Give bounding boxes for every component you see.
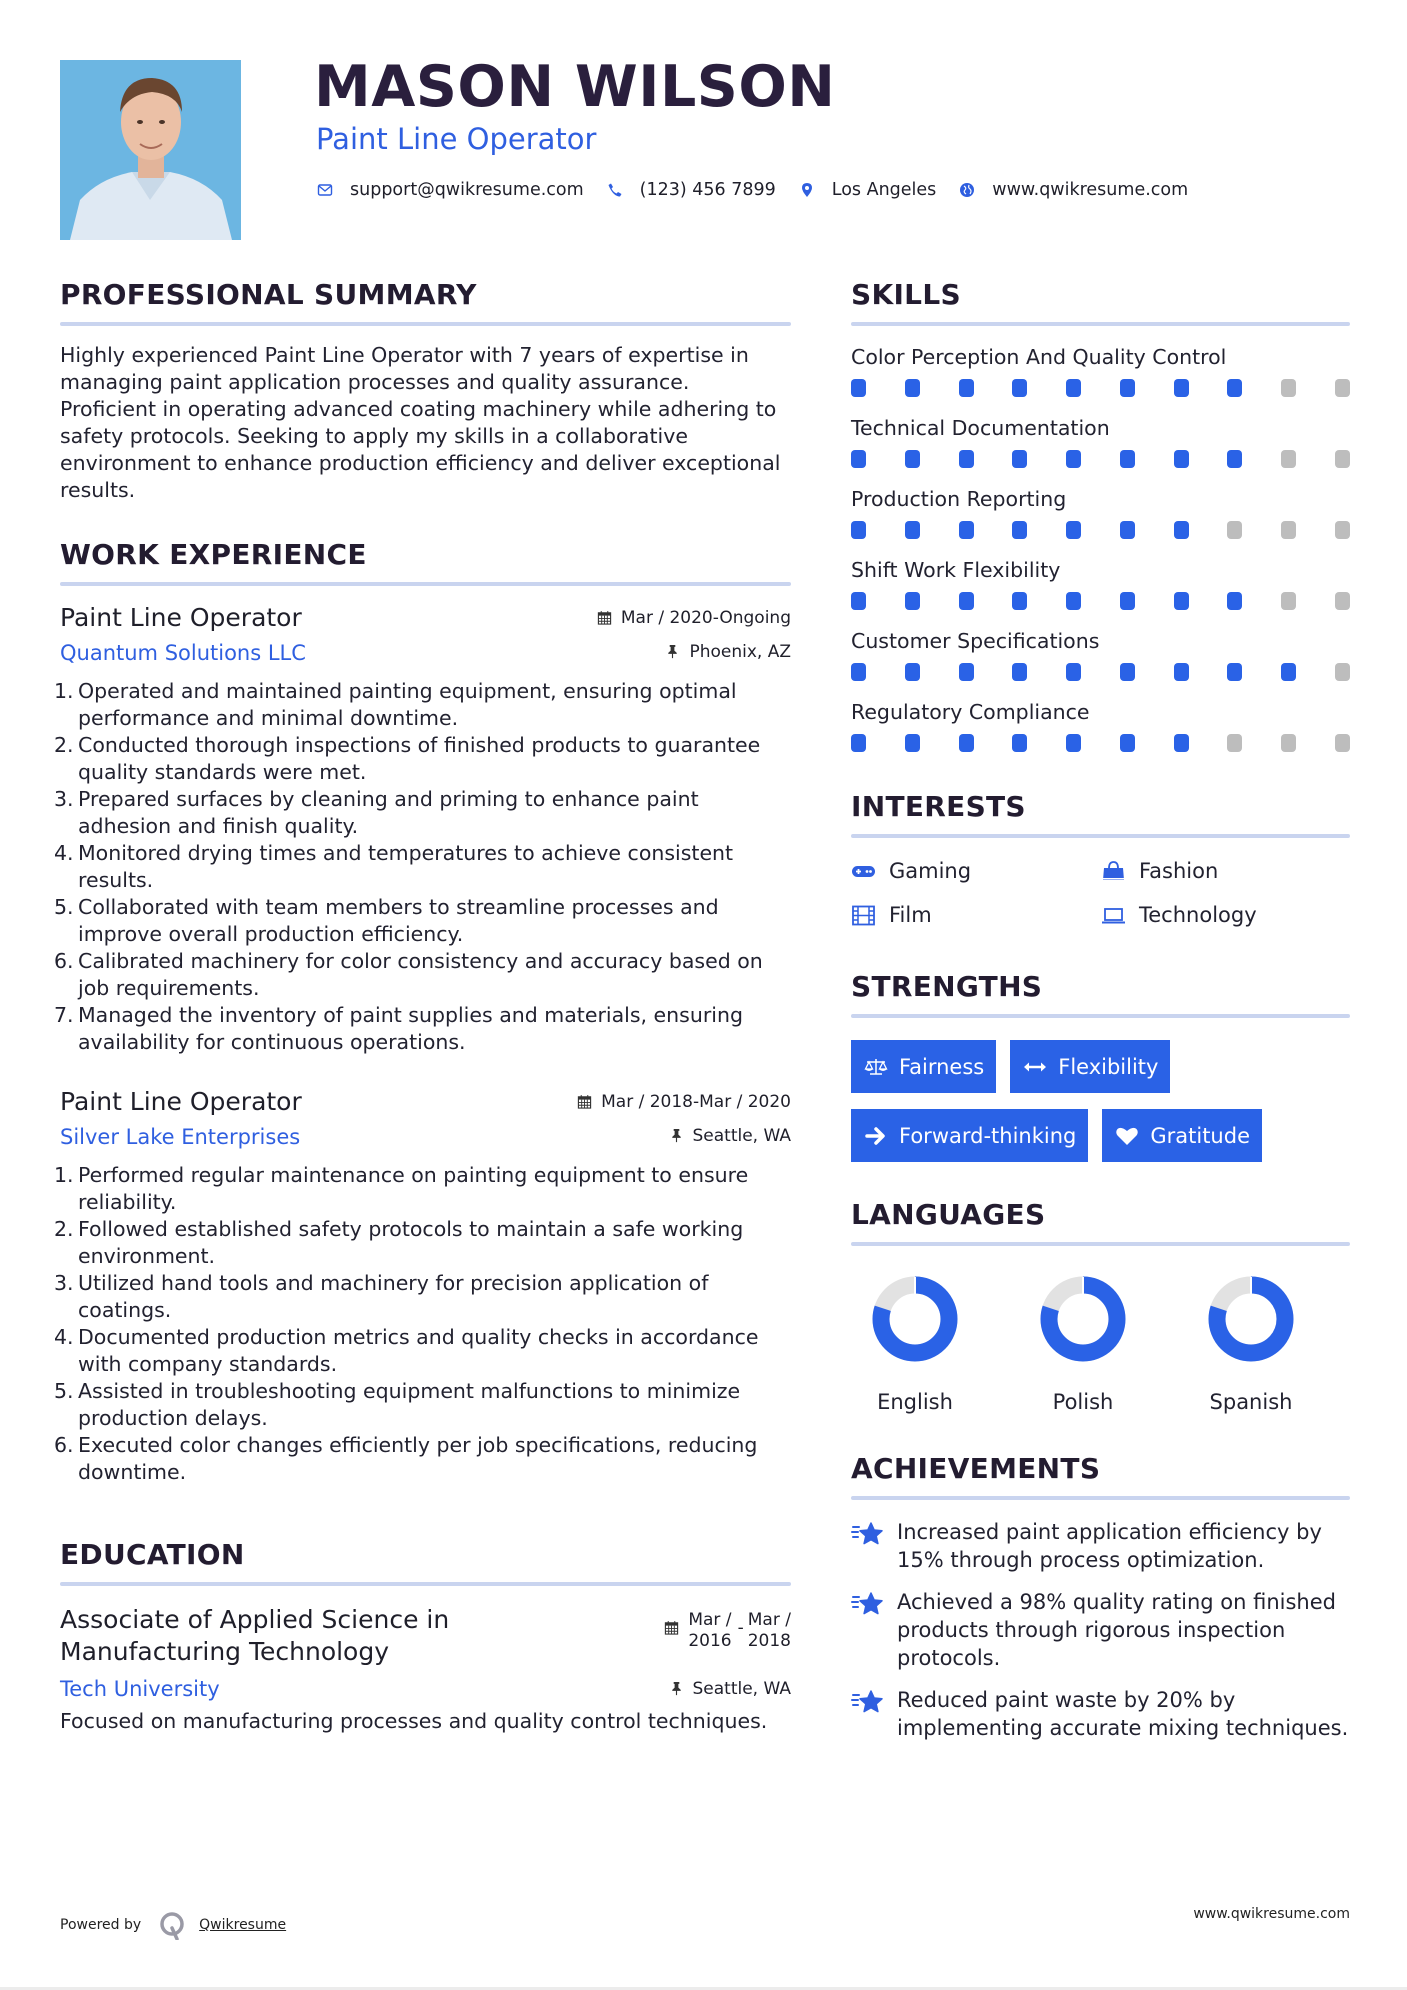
rating-dot-empty (1227, 734, 1242, 752)
rating-dot-filled (851, 663, 866, 681)
left-column (54, 278, 791, 1735)
rating-dot-filled (1174, 734, 1189, 752)
rating-dot-filled (1012, 592, 1027, 610)
job-dates (597, 608, 791, 628)
duty-item: 1. Performed regular maintenance on painting equipment to ensure reliability. (54, 1163, 749, 1214)
footer-powered-by (60, 1910, 286, 1940)
language-name: English (877, 1390, 953, 1414)
arrows-h-icon (1022, 1056, 1048, 1078)
rating-dot-empty (1335, 734, 1350, 752)
duty-item: 4. Monitored drying times and temperatures to achieve consistent results. (54, 841, 734, 892)
section-divider (60, 582, 791, 586)
star-achievement-icon (851, 1520, 887, 1548)
interest-label: Technology (1139, 903, 1257, 927)
rating-dot-empty (1335, 592, 1350, 610)
skill-item (851, 415, 1350, 468)
strength-label: Fairness (899, 1054, 985, 1079)
map-marker-icon (798, 181, 816, 199)
strength-fairness (851, 1040, 996, 1093)
section-divider (60, 1582, 791, 1586)
strength-gratitude (1102, 1109, 1262, 1162)
section-title: SKILLS (851, 278, 961, 311)
interest-label: Gaming (889, 859, 972, 883)
rating-dot-empty (1335, 663, 1350, 681)
contact-website[interactable] (958, 180, 1188, 200)
rating-dot-filled (1281, 663, 1296, 681)
achievement-item (851, 1686, 1350, 1742)
rating-dot-empty (1227, 521, 1242, 539)
job-location (669, 1126, 792, 1146)
right-column (851, 278, 1350, 1756)
duty-item: 6. Calibrated machinery for color consistency and accuracy based on job requirements. (54, 949, 763, 1000)
job-role: Paint Line Operator (60, 603, 302, 632)
interest-film (851, 900, 1101, 930)
rating-dot-filled (851, 592, 866, 610)
interest-technology (1101, 900, 1351, 930)
achievement-text: Achieved a 98% quality rating on finished products through rigorous inspection protocols. (897, 1590, 1336, 1670)
rating-dot-filled (1120, 663, 1135, 681)
rating-dot-filled (1174, 663, 1189, 681)
rating-dot-filled (851, 450, 866, 468)
rating-dot-filled (1120, 734, 1135, 752)
education-dates (664, 1610, 791, 1652)
strength-label: Gratitude (1150, 1123, 1250, 1148)
achievement-item (851, 1518, 1350, 1574)
rating-dot-empty (1335, 450, 1350, 468)
skill-rating (851, 592, 1350, 610)
rating-dot-empty (1281, 521, 1296, 539)
duty-item: 3. Prepared surfaces by cleaning and priming to enhance paint adhesion and finish quality. (54, 787, 699, 838)
gamepad-icon (851, 860, 877, 882)
section-title: WORK EXPERIENCE (60, 538, 367, 571)
rating-dot-filled (905, 663, 920, 681)
contact-email-text: support@qwikresume.com (350, 180, 584, 200)
rating-dot-filled (959, 592, 974, 610)
section-divider (851, 1496, 1350, 1500)
rating-dot-filled (959, 450, 974, 468)
section-divider (851, 1014, 1350, 1018)
rating-dot-filled (1012, 663, 1027, 681)
contact-website-text: www.qwikresume.com (992, 180, 1189, 200)
duty-item: 4. Documented production metrics and quality checks in accordance with company standards. (54, 1325, 759, 1376)
skill-name: Production Reporting (851, 487, 1067, 511)
job-company: Quantum Solutions LLC (60, 641, 306, 665)
education-end: Mar / 2018 (747, 1610, 791, 1651)
job-dates (577, 1092, 791, 1112)
duty-item: 1. Operated and maintained painting equipment, ensuring optimal performance and minimal downtime. (54, 679, 737, 730)
strength-flexibility (1010, 1040, 1170, 1093)
rating-dot-filled (1120, 379, 1135, 397)
rating-dot-filled (905, 592, 920, 610)
rating-dot-filled (905, 521, 920, 539)
job-entry (54, 1086, 791, 1486)
interests-section (851, 790, 1350, 930)
language-donut-chart (1040, 1276, 1126, 1362)
job-entry (54, 602, 791, 1056)
interest-gaming (851, 856, 1101, 886)
skill-name: Shift Work Flexibility (851, 558, 1061, 582)
rating-dot-empty (1281, 592, 1296, 610)
job-dates-text: Mar / 2020-Ongoing (620, 608, 791, 628)
section-title: STRENGTHS (851, 970, 1043, 1003)
film-icon (851, 904, 877, 926)
job-duties (54, 1162, 791, 1486)
rating-dot-filled (1012, 379, 1027, 397)
job-location-text: Seattle, WA (692, 1126, 791, 1146)
job-company: Silver Lake Enterprises (60, 1125, 301, 1149)
rating-dot-filled (1174, 379, 1189, 397)
education-location-text: Seattle, WA (692, 1679, 791, 1699)
skill-rating (851, 663, 1350, 681)
calendar-icon (597, 610, 613, 626)
duty-item: 7. Managed the inventory of paint supplies and materials, ensuring availability for continuous operations. (54, 1003, 743, 1054)
rating-dot-filled (1066, 379, 1081, 397)
rating-dot-filled (1012, 734, 1027, 752)
section-title: PROFESSIONAL SUMMARY (60, 278, 477, 311)
skill-rating (851, 379, 1350, 397)
rating-dot-filled (905, 379, 920, 397)
duty-item: 2. Followed established safety protocols to maintain a safe working environment. (54, 1217, 744, 1268)
rating-dot-filled (959, 521, 974, 539)
rating-dot-filled (1066, 450, 1081, 468)
shopping-bag-icon (1101, 860, 1127, 882)
rating-dot-filled (1174, 521, 1189, 539)
section-title: EDUCATION (60, 1538, 245, 1571)
achievement-item (851, 1588, 1350, 1672)
section-title: LANGUAGES (851, 1198, 1046, 1231)
job-role: Paint Line Operator (60, 1087, 302, 1116)
interest-fashion (1101, 856, 1351, 886)
section-divider (851, 1242, 1350, 1246)
achievement-text: Increased paint application efficiency by 15% through process optimization. (897, 1520, 1322, 1572)
laptop-icon (1101, 904, 1127, 926)
section-divider (851, 322, 1350, 326)
skill-name: Color Perception And Quality Control (851, 345, 1227, 369)
summary-section (60, 278, 791, 504)
contact-location (798, 180, 937, 200)
rating-dot-filled (851, 379, 866, 397)
rating-dot-filled (905, 734, 920, 752)
contact-phone[interactable] (606, 180, 776, 200)
thumbtack-icon (669, 1681, 685, 1697)
rating-dot-filled (1227, 450, 1242, 468)
rating-dot-empty (1335, 379, 1350, 397)
strengths-section (851, 970, 1350, 1162)
rating-dot-filled (959, 663, 974, 681)
calendar-icon (664, 1620, 680, 1636)
phone-icon (606, 181, 624, 199)
globe-icon (958, 181, 976, 199)
section-divider (60, 322, 791, 326)
job-duties (54, 678, 791, 1056)
education-degree: Associate of Applied Science in Manufacturing Technology (60, 1605, 450, 1666)
job-location (665, 642, 791, 662)
languages-section (851, 1198, 1350, 1416)
education-section (60, 1538, 791, 1735)
skill-name: Regulatory Compliance (851, 700, 1090, 724)
rating-dot-filled (1012, 450, 1027, 468)
skill-name: Customer Specifications (851, 629, 1100, 653)
duty-item: 5. Collaborated with team members to streamline processes and improve overall production efficiency. (54, 895, 719, 946)
duty-item: 5. Assisted in troubleshooting equipment malfunctions to minimize production delays. (54, 1379, 741, 1430)
skill-item (851, 557, 1350, 610)
duty-item: 6. Executed color changes efficiently per job specifications, reducing downtime. (54, 1433, 758, 1484)
experience-section (54, 538, 791, 1486)
rating-dot-filled (1012, 521, 1027, 539)
achievements-section (851, 1452, 1350, 1742)
rating-dot-filled (1227, 592, 1242, 610)
date-separator: - (737, 1618, 744, 1638)
star-achievement-icon (851, 1688, 887, 1716)
education-school: Tech University (60, 1677, 220, 1701)
rating-dot-empty (1335, 521, 1350, 539)
qwikresume-logo-icon (157, 1910, 187, 1940)
strength-label: Flexibility (1058, 1054, 1159, 1079)
star-achievement-icon (851, 1590, 887, 1618)
rating-dot-filled (1066, 592, 1081, 610)
achievement-text: Reduced paint waste by 20% by implementing accurate mixing techniques. (897, 1688, 1349, 1740)
rating-dot-empty (1281, 379, 1296, 397)
strength-forward-thinking (851, 1109, 1088, 1162)
rating-dot-filled (1227, 663, 1242, 681)
footer-website[interactable]: www.qwikresume.com (1193, 1906, 1350, 1922)
section-title: INTERESTS (851, 790, 1026, 823)
job-location-text: Phoenix, AZ (689, 642, 791, 662)
arrow-right-icon (863, 1125, 889, 1147)
skill-rating (851, 521, 1350, 539)
rating-dot-filled (1120, 592, 1135, 610)
section-title: ACHIEVEMENTS (851, 1452, 1101, 1485)
contact-location-text: Los Angeles (831, 180, 937, 200)
rating-dot-filled (959, 734, 974, 752)
skills-section (851, 278, 1350, 752)
skill-item (851, 344, 1350, 397)
rating-dot-empty (1281, 734, 1296, 752)
education-start: Mar / 2016 (688, 1610, 732, 1651)
language-item (831, 1276, 999, 1416)
envelope-icon (316, 181, 334, 199)
education-description: Focused on manufacturing processes and quality control techniques. (60, 1709, 768, 1733)
balance-scale-icon (863, 1056, 889, 1078)
skill-item (851, 486, 1350, 539)
thumbtack-icon (669, 1128, 685, 1144)
profile-photo (60, 60, 241, 240)
qwikresume-link[interactable]: Qwikresume (199, 1917, 287, 1933)
calendar-icon (577, 1094, 593, 1110)
heart-icon (1114, 1125, 1140, 1147)
rating-dot-filled (1066, 734, 1081, 752)
duty-item: 2. Conducted thorough inspections of finished products to guarantee quality standards were met. (54, 733, 761, 784)
rating-dot-filled (1174, 592, 1189, 610)
contact-phone-text: (123) 456 7899 (639, 180, 776, 200)
powered-by-label: Powered by (60, 1917, 142, 1933)
language-item (1167, 1276, 1335, 1416)
language-item (999, 1276, 1167, 1416)
contact-email[interactable] (316, 180, 584, 200)
rating-dot-filled (1227, 379, 1242, 397)
skill-rating (851, 450, 1350, 468)
strength-label: Forward-thinking (899, 1123, 1077, 1148)
interest-label: Fashion (1139, 859, 1219, 883)
skill-item (851, 628, 1350, 681)
contact-bar (316, 180, 1210, 200)
rating-dot-filled (959, 379, 974, 397)
section-divider (851, 834, 1350, 838)
summary-text: Highly experienced Paint Line Operator with 7 years of expertise in managing paint application processes and quality assurance. Proficient in operating advanced coating machinery while adhering to safety protocols. Seeking to apply my skills in a collaborative environment to enhance production efficiency and deliver exceptional results. (60, 343, 781, 502)
skills-list (851, 344, 1350, 752)
duty-item: 3. Utilized hand tools and machinery for precision application of coatings. (54, 1271, 709, 1322)
language-name: Polish (1052, 1390, 1114, 1414)
interest-label: Film (889, 903, 932, 927)
thumbtack-icon (665, 644, 681, 660)
rating-dot-filled (1066, 521, 1081, 539)
rating-dot-filled (1120, 521, 1135, 539)
candidate-name: MASON WILSON (314, 54, 836, 120)
languages-list (851, 1276, 1350, 1416)
rating-dot-empty (1281, 450, 1296, 468)
skill-item (851, 699, 1350, 752)
language-donut-chart (1208, 1276, 1294, 1362)
rating-dot-filled (851, 521, 866, 539)
language-name: Spanish (1209, 1390, 1293, 1414)
rating-dot-filled (851, 734, 866, 752)
skill-rating (851, 734, 1350, 752)
rating-dot-filled (1120, 450, 1135, 468)
language-donut-chart (872, 1276, 958, 1362)
rating-dot-filled (1066, 663, 1081, 681)
job-dates-text: Mar / 2018-Mar / 2020 (601, 1092, 791, 1112)
skill-name: Technical Documentation (851, 416, 1110, 440)
candidate-title: Paint Line Operator (316, 122, 597, 156)
rating-dot-filled (905, 450, 920, 468)
education-location (669, 1679, 792, 1699)
rating-dot-filled (1174, 450, 1189, 468)
